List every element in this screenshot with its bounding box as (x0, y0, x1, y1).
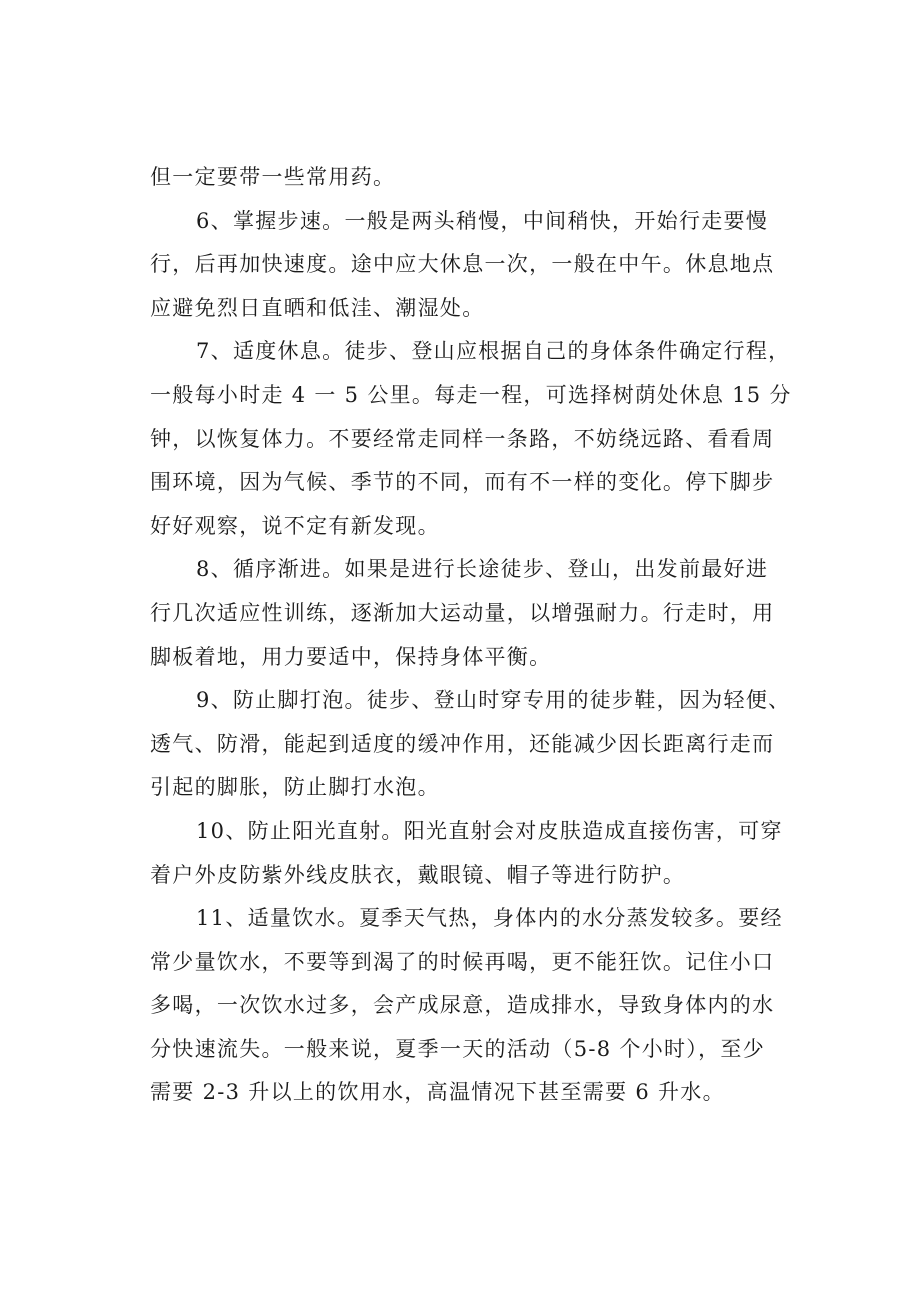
paragraph-8-start: 8、循序渐进。如果是进行长途徒步、登山，出发前最好进 (196, 557, 769, 582)
text-line: 好好观察，说不定有新发现。 (150, 513, 440, 538)
text-line: 脚板着地，用力要适中，保持身体平衡。 (150, 644, 552, 669)
text-line: 行几次适应性训练，逐渐加大运动量，以增强耐力。行走时，用 (150, 600, 775, 625)
text-line: 需要 2-3 升以上的饮用水，高温情况下甚至需要 6 升水。 (150, 1080, 725, 1105)
text-line: 常少量饮水，不要等到渴了的时候再喝，更不能狂饮。记住小口 (150, 949, 775, 974)
text-line: 应避免烈日直晒和低洼、潮湿处。 (150, 295, 485, 320)
text-line: 钟，以恢复体力。不要经常走同样一条路，不妨绕远路、看看周 (150, 426, 775, 451)
text-line: 引起的脚胀，防止脚打水泡。 (150, 775, 440, 800)
paragraph-7-start: 7、适度休息。徒步、登山应根据自己的身体条件确定行程， (196, 339, 791, 364)
paragraph-6-start: 6、掌握步速。一般是两头稍慢，中间稍快，开始行走要慢 (196, 208, 769, 233)
text-line: 一般每小时走 4 一 5 公里。每走一程，可选择树荫处休息 15 分 (150, 382, 792, 407)
paragraph-10-start: 10、防止阳光直射。阳光直射会对皮肤造成直接伤害，可穿 (196, 818, 783, 843)
text-line: 多喝，一次饮水过多，会产成尿意，造成排水，导致身体内的水 (150, 993, 775, 1018)
text-line: 着户外皮防紫外线皮肤衣，戴眼镜、帽子等进行防护。 (150, 862, 686, 887)
text-line: 行，后再加快速度。途中应大休息一次，一般在中午。休息地点 (150, 252, 775, 277)
paragraph-11-start: 11、适量饮水。夏季天气热，身体内的水分蒸发较多。要经 (196, 906, 783, 931)
paragraph-9-start: 9、防止脚打泡。徒步、登山时穿专用的徒步鞋，因为轻便、 (196, 688, 791, 713)
text-line: 透气、防滑，能起到适度的缓冲作用，还能减少因长距离行走而 (150, 731, 775, 756)
text-line: 分快速流失。一般来说，夏季一天的活动（5-8 个小时），至少 (150, 1036, 765, 1061)
body-text (150, 156, 812, 1115)
text-line: 围环境，因为气候、季节的不同，而有不一样的变化。停下脚步 (150, 470, 775, 495)
text-line: 但一定要带一些常用药。 (150, 165, 396, 189)
